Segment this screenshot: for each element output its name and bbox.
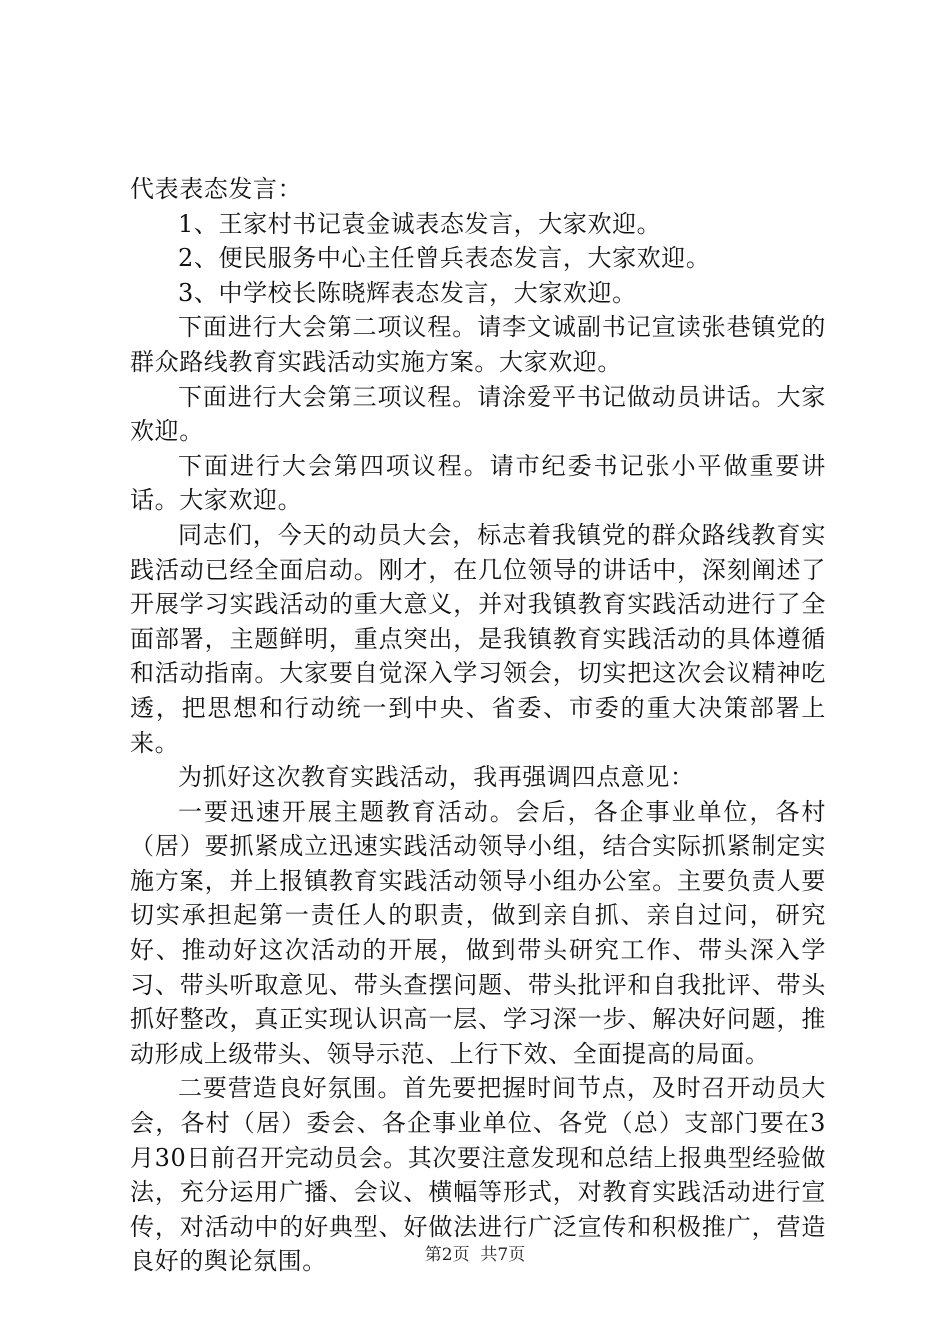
page-footer: [0, 1240, 950, 1265]
paragraph: 下面进行大会第三项议程。请涂爱平书记做动员讲话。大家欢迎。: [130, 382, 826, 446]
paragraph: 下面进行大会第二项议程。请李文诚副书记宣读张巷镇党的群众路线教育实践活动实施方案。大家欢迎。: [130, 313, 826, 376]
document-body: [130, 172, 826, 1279]
paragraph: 二要营造良好氛围。首先要把握时间节点，及时召开动员大会，各村（居）委会、各企事业单位、各党（总）支部门要在3月30日前召开完动员会。其次要注意发现和总结上报典型经验做法，充分运用广播、会议、横幅等形式，对教育实践活动进行宣传，对活动中的好典型、好做法进行广泛宣传和积极推广，营造良好的舆论氛围。: [130, 1074, 826, 1276]
paragraph: 一要迅速开展主题教育活动。会后，各企事业单位，各村（居）要抓紧成立迅速实践活动领导小组，结合实际抓紧制定实施方案，并上报镇教育实践活动领导小组办公室。主要负责人要切实承担起第一责任人的职责，做到亲自抓、亲自过问，研究好、推动好这次活动的开展，做到带头研究工作、带头深入学习、带头听取意见、带头查摆问题、带头批评和自我批评、带头抓好整改，真正实现认识高一层、学习深一步、解决好问题，推动形成上级带头、领导示范、上行下效、全面提高的局面。: [130, 797, 826, 1068]
section-heading: 代表表态发言：: [130, 175, 303, 203]
paragraph: 同志们，今天的动员大会，标志着我镇党的群众路线教育实践活动已经全面启动。刚才，在几位领导的讲话中，深刻阐述了开展学习实践活动的重大意义，并对我镇教育实践活动进行了全面部署，主题鲜明，重点突出，是我镇教育实践活动的具体遵循和活动指南。大家要自觉深入学习领会，切实把这次会议精神吃透，把思想和行动统一到中央、省委、市委的重大决策部署上来。: [130, 520, 826, 757]
list-item: 2、便民服务中心主任曾兵表态发言，大家欢迎。: [178, 244, 711, 273]
list-item: 3、中学校长陈晓辉表态发言，大家欢迎。: [178, 278, 637, 307]
paragraph: 下面进行大会第四项议程。请市纪委书记张小平做重要讲话。大家欢迎。: [130, 451, 826, 515]
list-item: 1、王家村书记袁金诚表态发言，大家欢迎。: [178, 209, 662, 238]
paragraph: 为抓好这次教育实践活动，我再强调四点意见：: [178, 763, 695, 792]
page-number: 第2页 共7页: [424, 1245, 526, 1265]
